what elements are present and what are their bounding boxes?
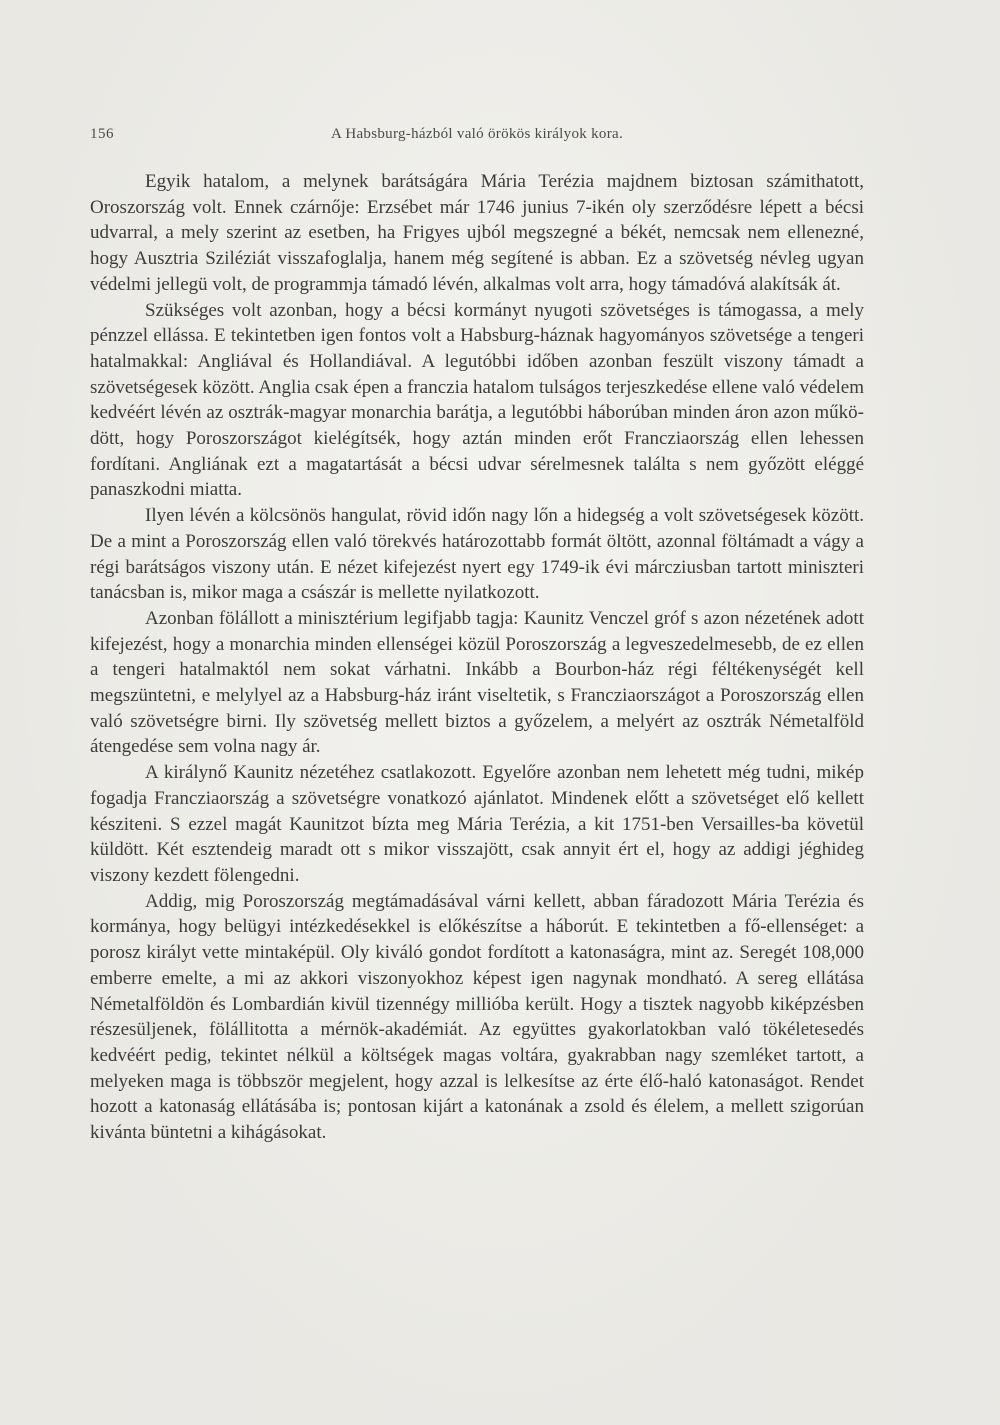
paragraph: Ilyen lévén a kölcsönös hangulat, rövid időn nagy lőn a hidegség a volt szövetségesek között. De a mint a Poroszország ellen való törekvés határozottabb formát öltött, azonnal föltámadt a vágy a régi barátságos viszony után. E nézet kifejezést nyert egy 1749-ik évi márcziusban tartott miniszteri tanácsban is, mikor maga a császár is mellette nyilatkozott. (90, 505, 864, 604)
running-title: A Habsburg-házból való örökös királyok kora. (330, 126, 624, 142)
paragraph: Egyik hatalom, a melynek barátságára Mária Terézia majdnem biztosan számithatott, Oroszország volt. Ennek czárnője: Erzsébet már 1746 junius 7-ikén oly szerződésre lépett a bécsi udvarral, a mely szerint az esetben, ha Frigyes ujból megszegné a békét, nemcsak nem ellenezné, hogy Ausztria Sziléziát visszafoglalja, hanem még segítené is abban. Ez a szövetség névleg ugyan védelmi jellegü volt, de programmja támadó lévén, alkalmas volt arra, hogy támadóvá alakítsák át. (90, 171, 864, 295)
paragraph: A királynő Kaunitz nézetéhez csatlakozott. Egyelőre azonban nem lehetett még tudni, mikép fogadja Francziaország a szövetségre vonatkozó ajánlatot. Mindenek előtt a szövetséget elő kellett késziteni. S ezzel magát Kaunitzot bízta meg Mária Terézia, a kit 1751-ben Versailles-ba követül küldött. Két esztendeig maradt ott s mikor visszajött, csak annyit ért el, hogy az addigi jéghideg viszony kezdett fölengedni. (90, 762, 864, 886)
paragraph: Szükséges volt azonban, hogy a bécsi kormányt nyugoti szövetséges is támogassa, a mely pénzzel ellássa. E tekintetben igen fontos volt a Habsburg-háznak hagyományos szövetsége a tengeri hatalmakkal: Angliával és Hollandiával. A legutóbbi időben azonban feszült viszony támadt a szövetségesek között. Anglia csak épen a franczia hatalom tulságos terjeszkedése ellene való védelem kedvéért lévén az osztrák-magyar monarchia barátja, a legutóbbi háborúban minden áron azon működött, hogy Poroszországot kielégítsék, hogy aztán minden erőt Francziaország ellen lehessen fordítani. Angliának ezt a magatartását a bécsi udvar sérelmesnek találta s nem győzött eléggé panaszkodni miatta. (90, 299, 864, 501)
paragraph: Azonban fölállott a minisztérium legifjabb tagja: Kaunitz Venczel gróf s azon nézetének adott kifejezést, hogy a monarchia minden ellenségei közül Poroszország a legveszedelmesebb, de ez ellen a tengeri hatalmaktól nem sokat várhatni. Inkább a Bourbon-ház régi féltékenységét kell megszüntetni, e melylyel az a Habsburg-ház iránt viseltetik, s Francziaországot a Poroszország ellen való szövetségre birni. Ily szövetség mellett biztos a győzelem, a melyért az osztrák Németalföld átengedése sem volna nagy ár. (90, 607, 864, 758)
paragraph: Addig, mig Poroszország megtámadásával várni kellett, abban fáradozott Mária Terézia és kormánya, hogy belügyi intézkedésekkel is előkészítse a háborút. E tekintetben a fő-ellenséget: a porosz királyt vette mintaképül. Oly kiváló gondot fordított a katonaságra, mint az. Seregét 108,000 emberre emelte, a mi az akkori viszonyokhoz képest igen nagynak mondható. A sereg ellátása Németalföldön és Lombardián kivül tizennégy millióba került. Hogy a tisztek nagyobb kiképzésben részesüljenek, fölállitotta a mérnök-akadémiát. Az együttes gyakorlatokban való tökéletesedés kedvéért pedig, tekintet nélkül a költségek magas voltára, gyakrabban nagy szemléket tartott, a melyeken maga is többször megjelent, hogy azzal is lelkesítse az érte élő-haló katonaságot. Rendet hozott a katonaság ellátásába is; pontosan kijárt a katonának a zsold és élelem, a mellett szigorúan kivánta büntetni a kihágásokat. (90, 890, 864, 1144)
page-header (90, 126, 864, 150)
body-text (90, 169, 864, 1146)
page-number: 156 (90, 126, 114, 142)
